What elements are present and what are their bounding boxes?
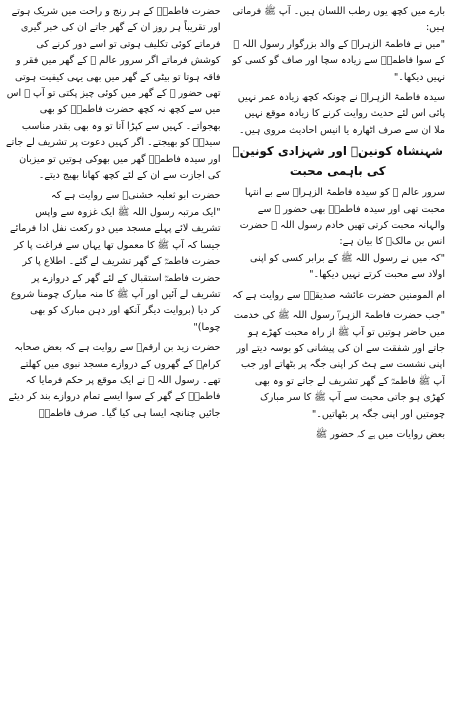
quote: "ایک مرتبہ رسول اللہ ﷺ ایک غزوہ سے واپس تشریف لائے پہلے مسجد میں دو رکعت نفل ادا فرمائے جیسا کہ آپ ﷺ کا معمول تھا یہاں سے فراغت پا کر حضرت فاطمہؓ کے گھر تشریف لے گئے۔ اطلاع پا کر حضرت فاطمہؓ استقبال کے لئے گھر کے دروازے پر تشریف لے آئیں اور آپ ﷺ کا منہ مبارک چومنا شروع کر دیا (بروایت دیگر آنکھ اور دہن مبارک کو بھی چوما)"	[10, 206, 221, 333]
section-heading: شہنشاہ کونینؐ اور شہزادی کونینؓ کی باہمی محبت	[232, 144, 443, 179]
paragraph: حضرت فاطمہؓ کے ہر رنج و راحت میں شریک ہوتے اور تقریباً ہر روز ان کے گھر جاتے ان کی خبر گیری فرماتے کوئی تکلیف ہوتی تو اسے دور کرنے کی کوشش فرماتے اگر سرور عالم ﷺ کے گھر میں فقر و فاقہ ہوتا تو بیٹی کے گھر میں بھی یہی کیفیت ہوتی تھی حضور ﷺ کے گھر میں کوئی چیز پکتی تو آپ ﷺ اس میں سے کچھ نہ کچھ حضرت فاطمہؓ کو بھی بھجواتے۔ کہیں سے کپڑا آتا تو وہ بھی بقدر مناسب سیدہؓ کو بھیجتے۔ اگر کہیں دعوت پر تشریف لے جاتے اور سیدہ فاطمہؓ گھر میں بھوکی ہوتیں تو میزبان کی اجازت سے ان کے لئے کچھ کھانا بھیج دیتے۔	[6, 6, 221, 182]
right-column	[231, 4, 446, 722]
paragraph: بارے میں کچھ یوں رطب اللسان ہیں۔ آپ ﷺ فرماتی ہیں:	[232, 6, 445, 34]
paragraph: سرور عالم ﷺ کو سیدہ فاطمۃ الزہراؓ سے بے انتہا محبت تھی اور سیدہ فاطمہؓ بھی حضور ﷺ سے والہانہ محبت کرتی تھیں خادم رسول اللہ ﷺ حضرت انس بن مالکؓ کا بیان ہے:	[239, 187, 445, 248]
quote: "کہ میں نے رسول اللہ ﷺ کے برابر کسی کو اپنی اولاد سے محبت کرتے نہیں دیکھا۔"	[250, 252, 445, 281]
two-column-layout	[6, 4, 445, 722]
paragraph: حضرت زید بن ارقمؓ سے روایت ہے کہ بعض صحابہ کرامؓ کے گھروں کے دروازے مسجد نبوی میں کھلتے تھے۔ رسول اللہ ﷺ نے ایک موقع پر حکم فرمایا کہ فاطمہؓ کے گھر کے سوا ایسے تمام دروازے بند کر دیئے جائیں چنانچہ ایسا ہی کیا گیا۔ صرف فاطمہؓ	[8, 342, 221, 419]
quote: "جب حضرت فاطمۃ الزہراؓ رسول اللہ ﷺ کی خدمت میں حاضر ہوتیں تو آپ ﷺ از راہ محبت کھڑے ہو جاتے اور شفقت سے ان کی پیشانی کو بوسہ دیتے اور اپنی نشست سے ہٹ کر اپنی جگہ پر بٹھاتے اور جب آپ ﷺ فاطمہؓ کے گھر تشریف لے جاتے تو وہ بھی کھڑی ہو جاتی محبت سے آپ ﷺ کا سر مبارک چومتیں اور اپنی جگہ پر بٹھاتیں۔"	[233, 310, 445, 420]
paragraph: ام المومنین حضرت عائشہ صدیقہؓ سے روایت ہے کہ	[232, 289, 445, 301]
quote: "میں نے فاطمۃ الزہراؓ کے والد بزرگوار رسول اللہ ﷺ کے سوا فاطمہؓ سے زیادہ سچا اور صاف گو کسی کو نہیں دیکھا۔"	[232, 38, 445, 83]
paragraph: سیدہ فاطمۃ الزہراؓ نے چونکہ کچھ زیادہ عمر نہیں پائی اس لئے حدیث روایت کرنے کا زیادہ موقع نہیں ملا ان سے صرف اٹھارہ یا انیس احادیث مروی ہیں۔	[237, 92, 445, 136]
paragraph: بعض روایات میں ہے کہ حضور ﷺ	[315, 428, 445, 440]
paragraph: حضرت ابو ثعلبہ خشنیؓ سے روایت ہے کہ	[51, 190, 221, 202]
left-column	[6, 4, 221, 722]
